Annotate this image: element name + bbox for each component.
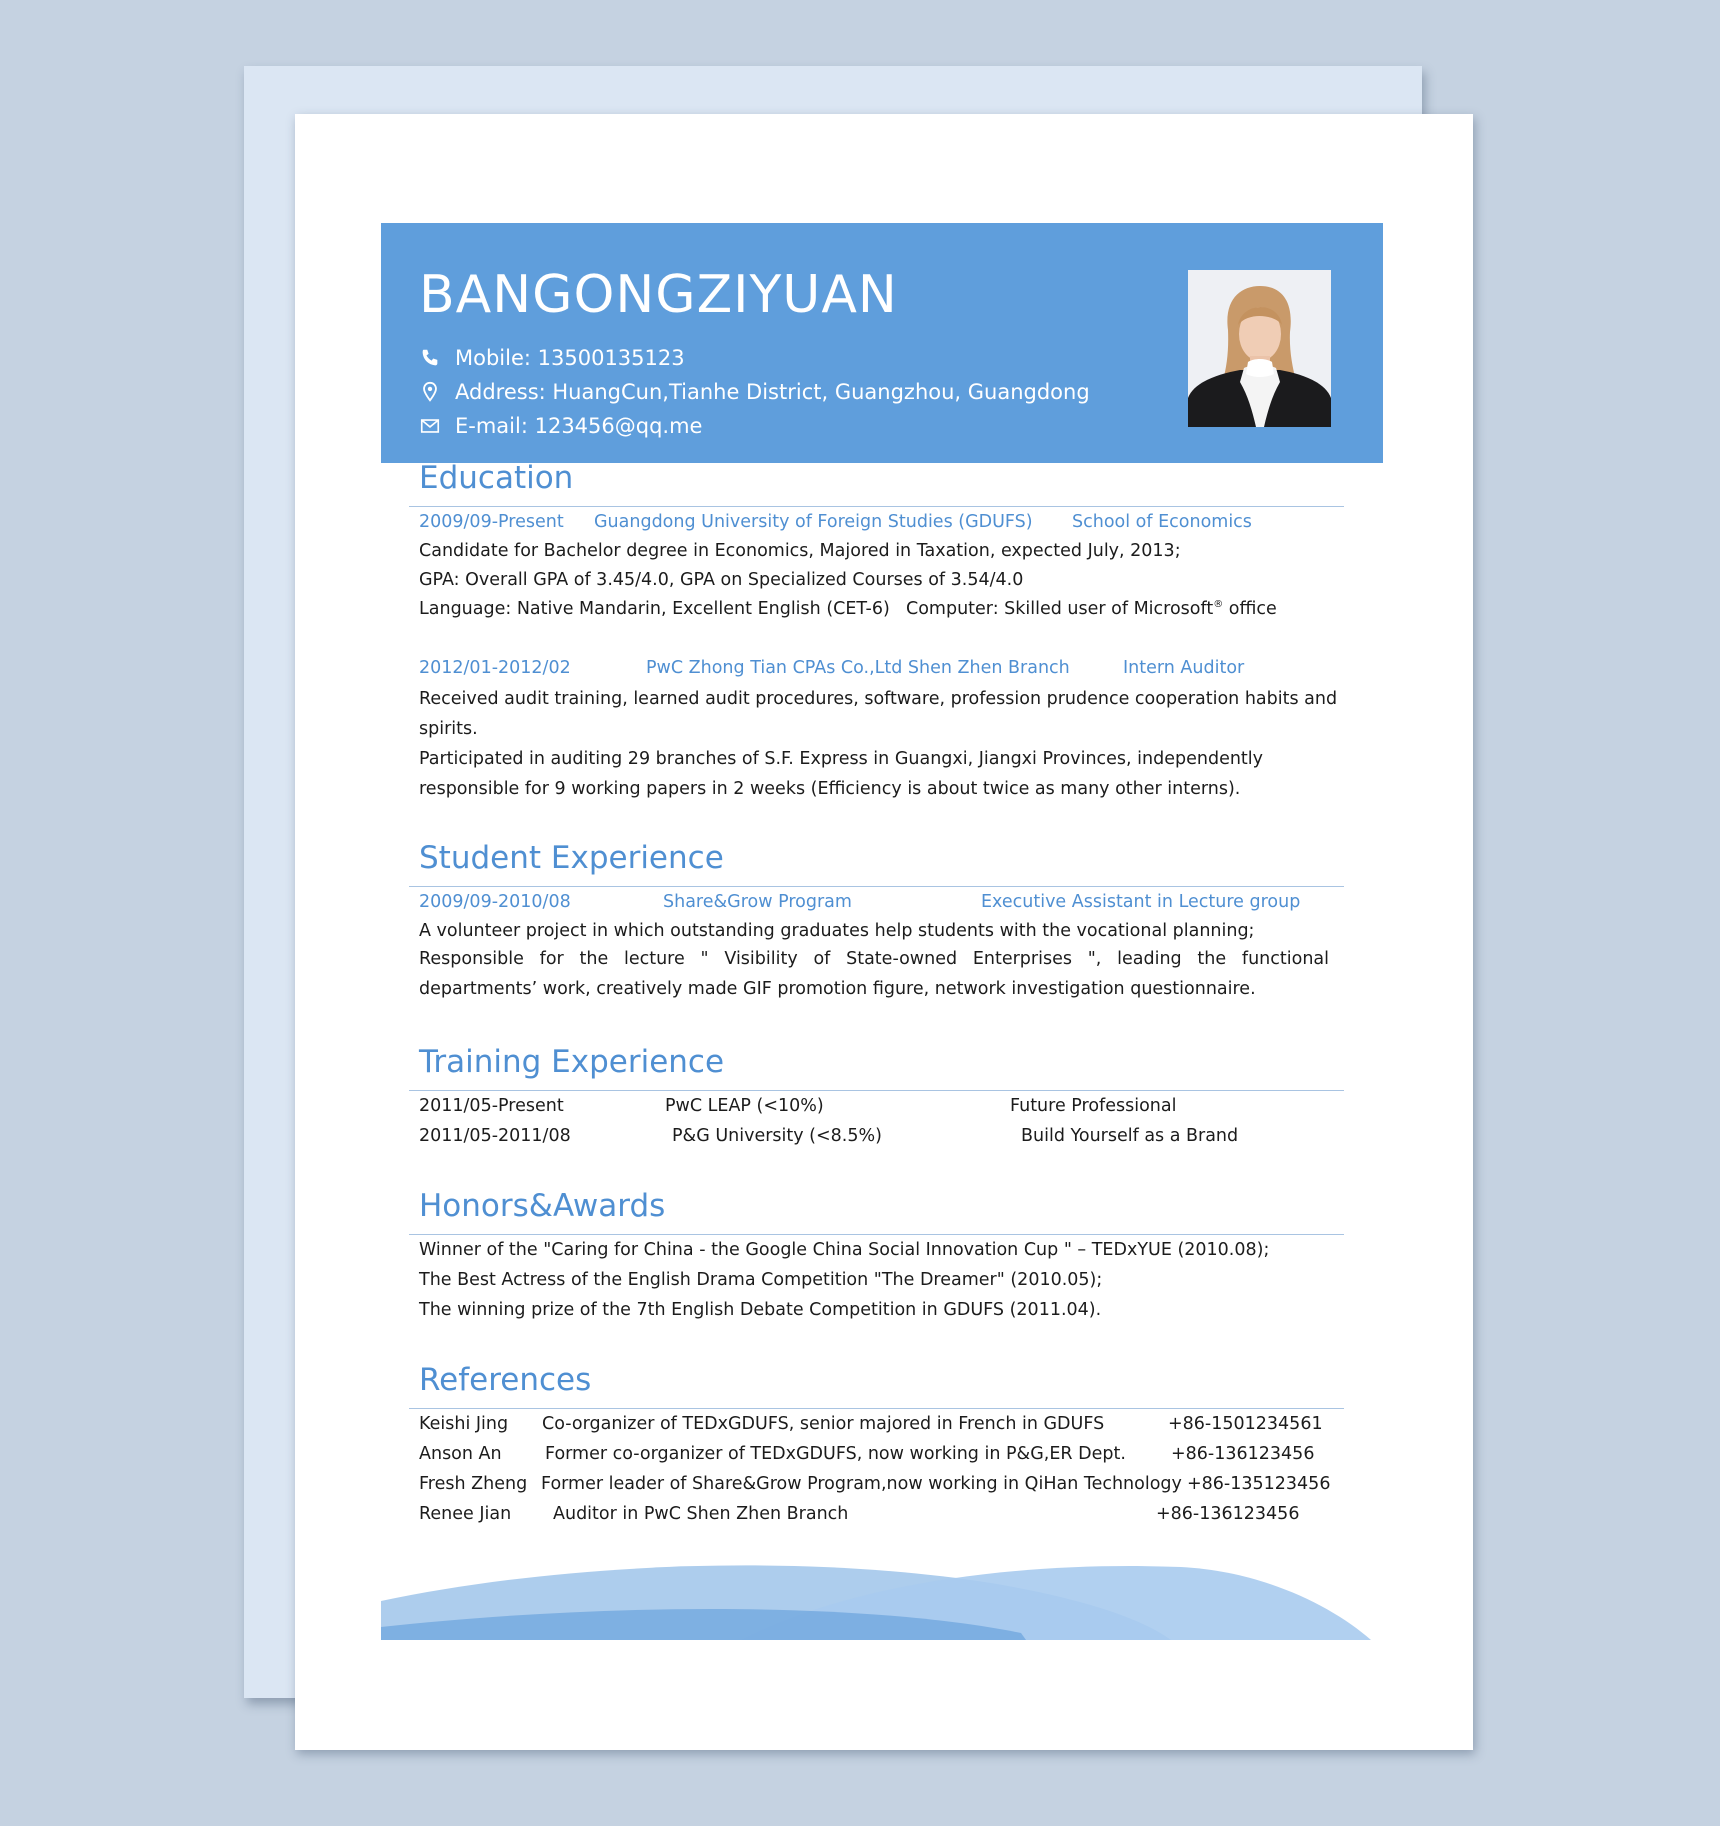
section-divider: [409, 1090, 1344, 1091]
training-date: 2011/05-Present: [419, 1096, 564, 1116]
section-title-student-experience: Student Experience: [419, 840, 724, 876]
registered-mark: ®: [1213, 599, 1224, 611]
internship-date: 2012/01-2012/02: [419, 658, 571, 678]
location-pin-icon: [419, 381, 441, 403]
section-title-honors-awards: Honors&Awards: [419, 1188, 666, 1224]
training-course: Future Professional: [1010, 1096, 1177, 1116]
section-divider: [409, 506, 1344, 507]
computer-skill-suffix: office: [1223, 599, 1277, 619]
mobile-text: Mobile: 13500135123: [455, 346, 685, 370]
reference-name: Renee Jian: [419, 1504, 512, 1524]
honor-item: Winner of the "Caring for China - the Google China Social Innovation Cup " – TEDxYUE (2010.08);: [419, 1240, 1270, 1260]
student-responsibility-paragraph: Responsible for the lecture " Visibility of State-owned Enterprises ", leading the functional departments’ work, creatively made GIF promotion figure, network investigation questionnaire.: [419, 949, 1329, 999]
training-course: Build Yourself as a Brand: [1021, 1126, 1239, 1146]
internship-role: Intern Auditor: [1123, 658, 1245, 678]
reference-description: Auditor in PwC Shen Zhen Branch: [553, 1504, 849, 1524]
education-gpa-line: GPA: Overall GPA of 3.45/4.0, GPA on Specialized Courses of 3.54/4.0: [419, 570, 1024, 590]
email-text: E-mail: 123456@qq.me: [455, 414, 703, 438]
mail-icon: [419, 415, 441, 437]
education-school: Guangdong University of Foreign Studies (GDUFS): [594, 512, 1033, 532]
honor-item: The Best Actress of the English Drama Competition "The Dreamer" (2010.05);: [419, 1270, 1103, 1290]
education-language-line: Language: Native Mandarin, Excellent English (CET-6): [419, 599, 890, 619]
reference-description: Co-organizer of TEDxGDUFS, senior majored in French in GDUFS: [542, 1414, 1105, 1434]
contact-email: [419, 409, 702, 443]
student-program: Share&Grow Program: [663, 892, 852, 912]
reference-name: Keishi Jing: [419, 1414, 509, 1434]
student-description-line: A volunteer project in which outstanding graduates help students with the vocational planning;: [419, 921, 1255, 941]
reference-description: Former co-organizer of TEDxGDUFS, now working in P&G,ER Dept.: [545, 1444, 1126, 1464]
training-date: 2011/05-2011/08: [419, 1126, 571, 1146]
reference-phone: +86-1501234561: [1168, 1414, 1323, 1434]
internship-company: PwC Zhong Tian CPAs Co.,Ltd Shen Zhen Branch: [646, 658, 1070, 678]
decorative-waves: [381, 1543, 1383, 1640]
contact-address: [419, 375, 1090, 409]
section-title-education: Education: [419, 460, 574, 496]
reference-phone: +86-135123456: [1187, 1474, 1331, 1494]
internship-paragraph-1: Received audit training, learned audit procedures, software, profession prudence cooperation habits and spirits.: [419, 689, 1338, 739]
computer-skill-text: Computer: Skilled user of Microsoft: [906, 599, 1214, 619]
address-text: Address: HuangCun,Tianhe District, Guangzhou, Guangdong: [455, 380, 1090, 404]
resume-page: [381, 223, 1383, 1640]
reference-name: Anson An: [419, 1444, 502, 1464]
section-divider: [409, 886, 1344, 887]
training-program: PwC LEAP (<10%): [665, 1096, 824, 1116]
section-title-references: References: [419, 1362, 592, 1398]
reference-name: Fresh Zheng: [419, 1474, 528, 1494]
resume-header: [381, 223, 1383, 463]
section-title-training-experience: Training Experience: [419, 1044, 725, 1080]
education-computer-line: [906, 599, 1277, 619]
section-divider: [409, 1408, 1344, 1409]
training-program: P&G University (<8.5%): [672, 1126, 882, 1146]
profile-photo: [1188, 270, 1331, 427]
student-date: 2009/09-2010/08: [419, 892, 571, 912]
education-faculty: School of Economics: [1072, 512, 1252, 532]
honor-item: The winning prize of the 7th English Debate Competition in GDUFS (2011.04).: [419, 1300, 1102, 1320]
reference-description: Former leader of Share&Grow Program,now working in QiHan Technology: [541, 1474, 1182, 1494]
contact-mobile: [419, 341, 685, 375]
internship-paragraph-2: Participated in auditing 29 branches of S.F. Express in Guangxi, Jiangxi Provinces, independently responsible for 9 working papers in 2 weeks (Efficiency is about twice as many other interns).: [419, 749, 1264, 799]
section-divider: [409, 1234, 1344, 1235]
education-date: 2009/09-Present: [419, 512, 564, 532]
reference-phone: +86-136123456: [1171, 1444, 1315, 1464]
candidate-name: BANGONGZIYUAN: [419, 265, 898, 325]
phone-icon: [419, 347, 441, 369]
reference-phone: +86-136123456: [1156, 1504, 1300, 1524]
education-degree-line: Candidate for Bachelor degree in Economics, Majored in Taxation, expected July, 2013;: [419, 541, 1181, 561]
student-role: Executive Assistant in Lecture group: [981, 892, 1301, 912]
